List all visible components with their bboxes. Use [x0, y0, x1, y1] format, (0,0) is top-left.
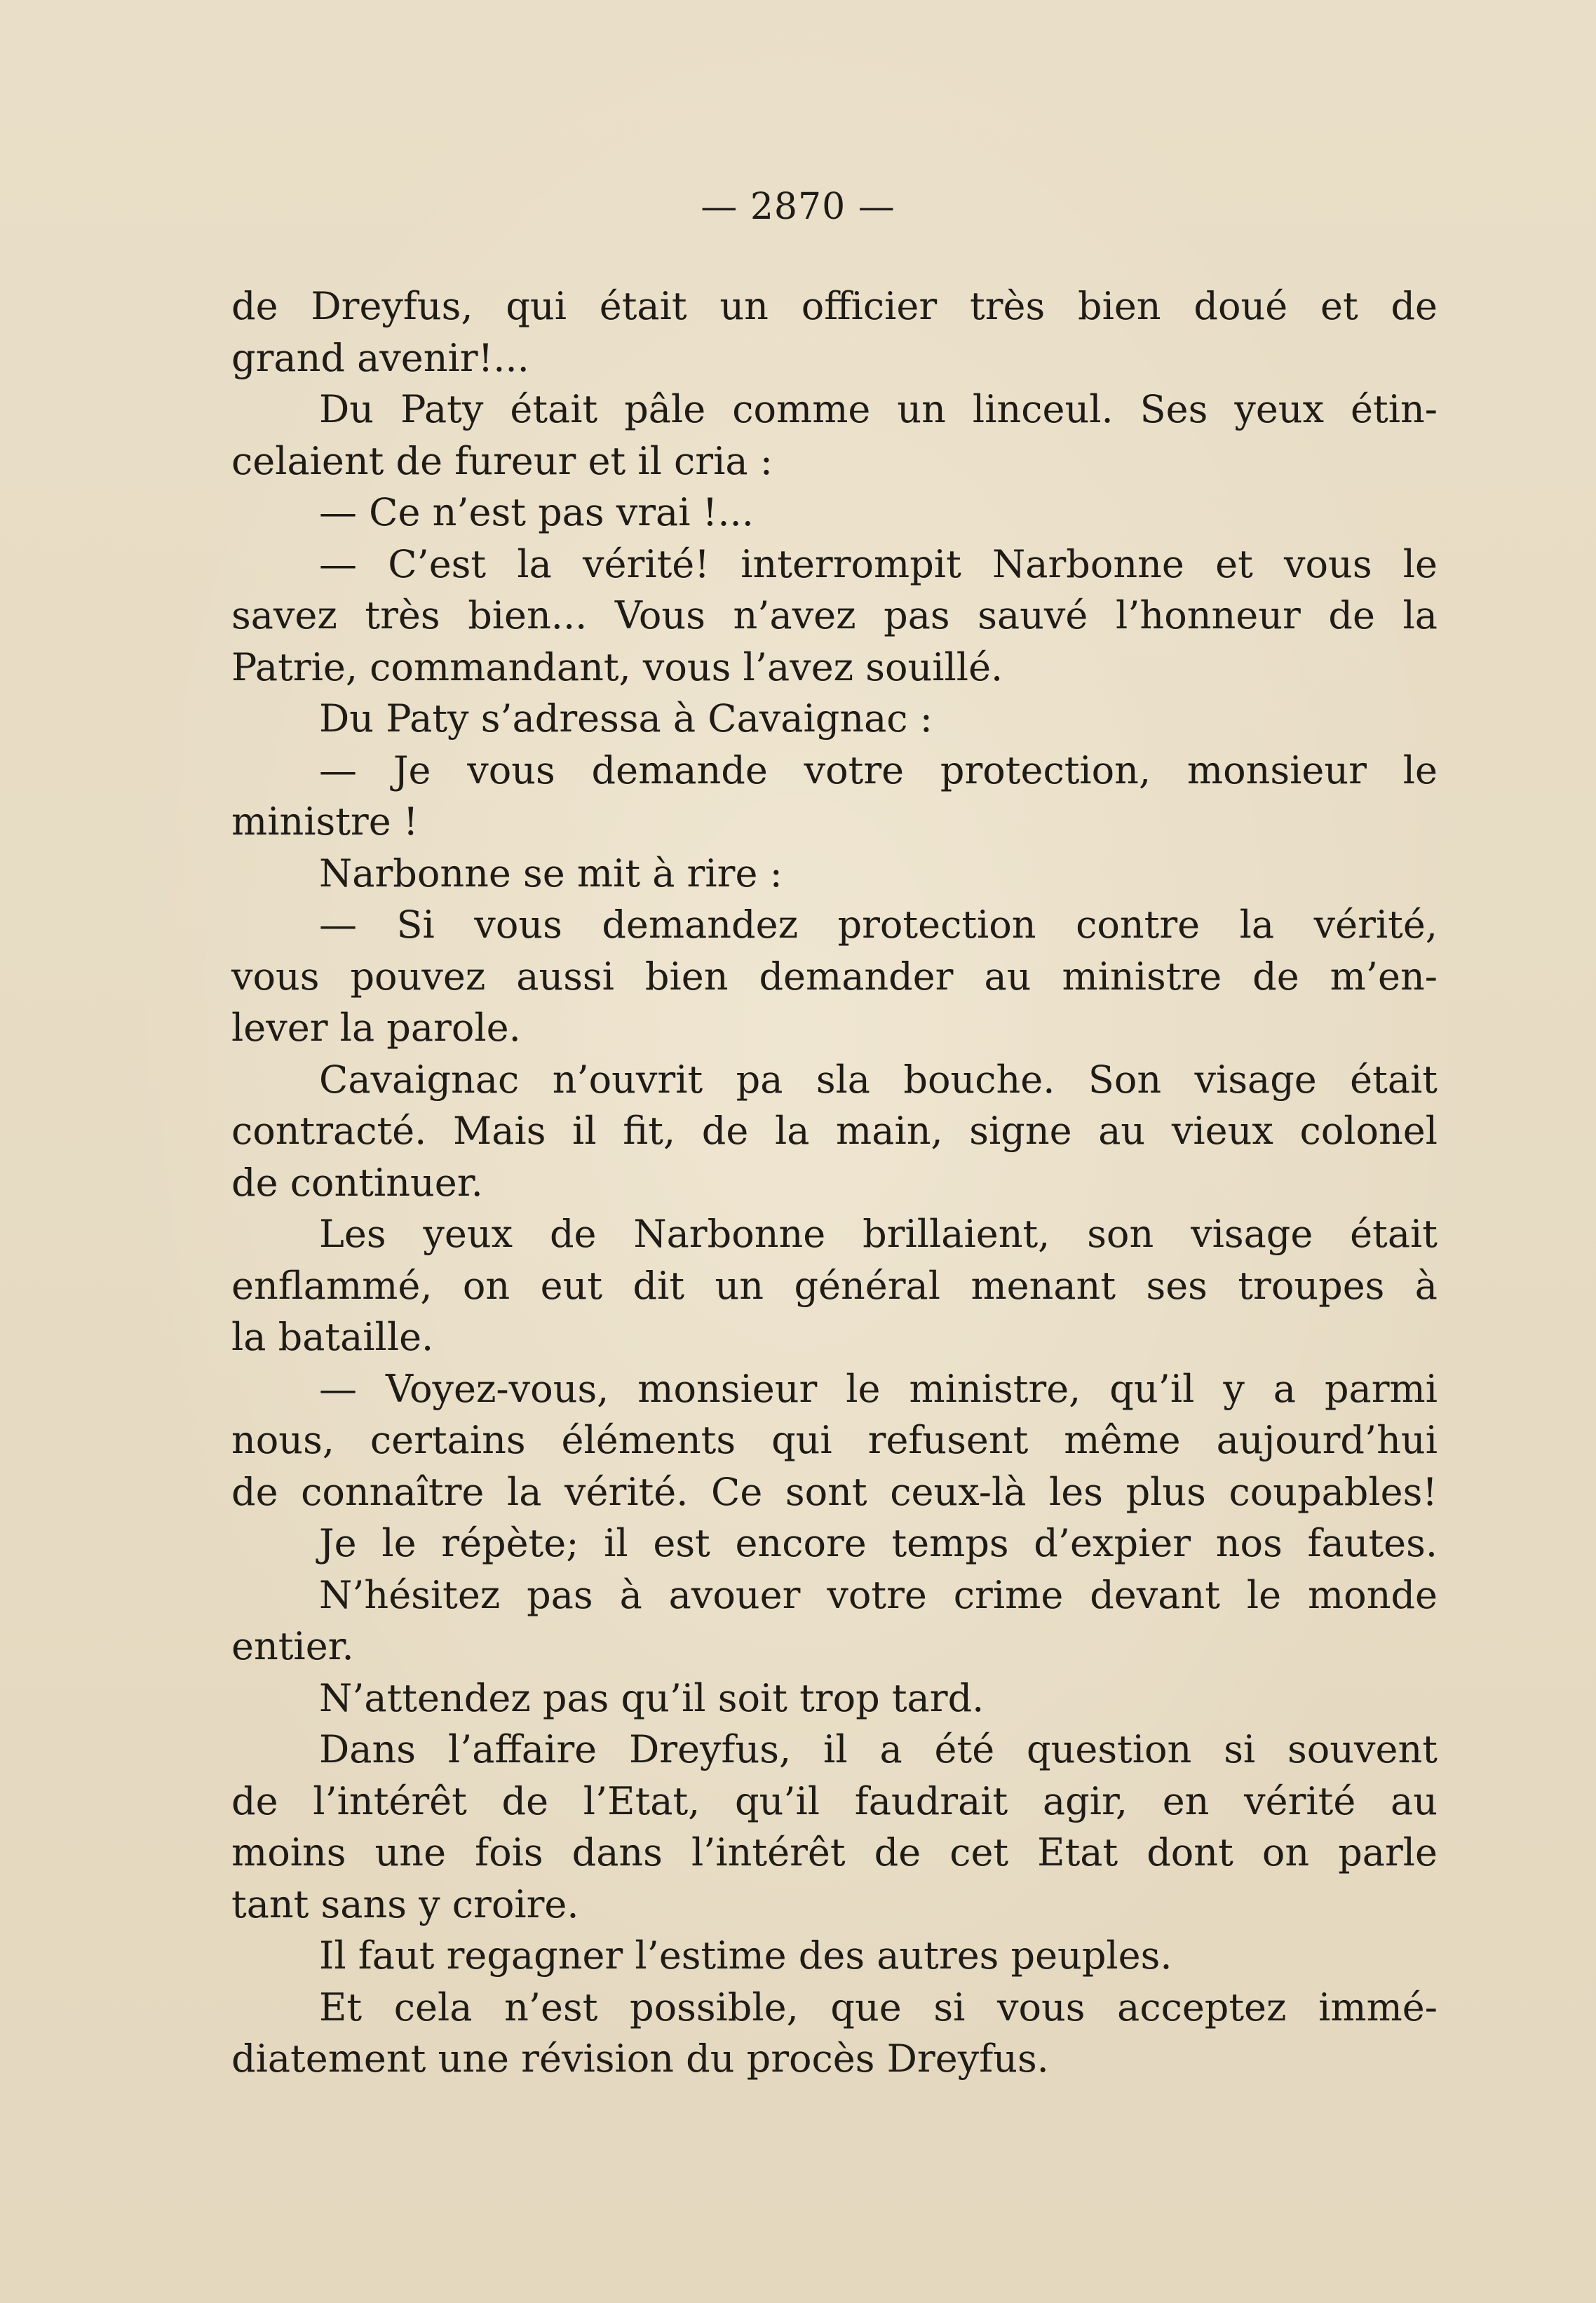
text-line-content: de Dreyfus, qui était un officier très bien doué et de	[231, 284, 1438, 328]
text-line-content: savez très bien... Vous n’avez pas sauvé l’honneur de la	[231, 593, 1438, 637]
text-line-content: N’attendez pas qu’il soit trop tard.	[319, 1675, 985, 1720]
text-line	[231, 796, 1438, 848]
text-line	[231, 1982, 1438, 2034]
text-line-content: Patrie, commandant, vous l’avez souillé.	[231, 644, 1003, 689]
body-text	[231, 281, 1438, 2085]
text-line	[231, 1569, 1438, 1621]
text-line-content: grand avenir!...	[231, 335, 529, 380]
text-line	[231, 899, 1438, 951]
text-line	[231, 1518, 1438, 1569]
text-line-content: Dans l’affaire Dreyfus, il a été question si souvent	[319, 1727, 1438, 1771]
text-line	[231, 1673, 1438, 1724]
text-line-content: ministre !	[231, 799, 419, 844]
text-line-content: — Si vous demandez protection contre la vérité,	[319, 903, 1438, 947]
text-line-content: N’hésitez pas à avouer votre crime devant le monde	[319, 1572, 1438, 1617]
text-line	[231, 693, 1438, 745]
text-line	[231, 2033, 1438, 2085]
text-line	[231, 1879, 1438, 1931]
text-line-content: enflammé, on eut dit un général menant ses troupes à	[231, 1263, 1438, 1308]
text-line-content: celaient de fureur et il cria :	[231, 438, 773, 483]
text-line	[231, 1363, 1438, 1415]
text-line	[231, 642, 1438, 694]
text-line	[231, 1208, 1438, 1260]
text-line	[231, 1260, 1438, 1312]
text-line	[231, 1930, 1438, 1982]
text-line	[231, 1724, 1438, 1776]
text-line	[231, 1827, 1438, 1879]
text-line-content: Du Paty était pâle comme un linceul. Ses yeux étin-	[319, 387, 1438, 431]
text-line-content: — Voyez-vous, monsieur le ministre, qu’il y a parmi	[319, 1366, 1438, 1411]
text-line-content: contracté. Mais il fit, de la main, signe au vieux colonel	[231, 1109, 1438, 1153]
text-line	[231, 281, 1438, 332]
text-line-content: de continuer.	[231, 1160, 483, 1205]
text-line-content: Je le répète; il est encore temps d’expier nos fautes.	[319, 1521, 1438, 1565]
text-line	[231, 1466, 1438, 1518]
text-line-content: Du Paty s’adressa à Cavaignac :	[319, 696, 933, 741]
text-line-content: nous, certains éléments qui refusent même aujourd’hui	[231, 1418, 1438, 1462]
text-line	[231, 745, 1438, 797]
text-line	[231, 1157, 1438, 1209]
text-line	[231, 1414, 1438, 1466]
text-line-content: — Ce n’est pas vrai !...	[319, 490, 754, 534]
text-line	[231, 1311, 1438, 1363]
text-line	[231, 1621, 1438, 1673]
text-line	[231, 539, 1438, 590]
text-line	[231, 590, 1438, 642]
text-line	[231, 435, 1438, 487]
text-line	[231, 487, 1438, 539]
text-line-content: Et cela n’est possible, que si vous acceptez immé-	[319, 1985, 1438, 2030]
text-line-content: vous pouvez aussi bien demander au ministre de m’en-	[231, 954, 1438, 999]
text-line-content: — Je vous demande votre protection, monsieur le	[319, 748, 1438, 792]
text-line	[231, 1105, 1438, 1157]
text-line-content: moins une fois dans l’intérêt de cet Etat dont on parle	[231, 1830, 1438, 1875]
text-line-content: Il faut regagner l’estime des autres peuples.	[319, 1933, 1172, 1978]
text-line-content: la bataille.	[231, 1315, 434, 1359]
text-line	[231, 1054, 1438, 1106]
text-line-content: diatement une révision du procès Dreyfus.	[231, 2037, 1049, 2081]
text-line-content: Cavaignac n’ouvrit pa sla bouche. Son visage était	[319, 1057, 1438, 1102]
text-line-content: Les yeux de Narbonne brillaient, son visage était	[319, 1212, 1438, 1256]
text-line-content: entier.	[231, 1624, 354, 1668]
text-line	[231, 1776, 1438, 1828]
text-line-content: Narbonne se mit à rire :	[319, 851, 783, 896]
text-line	[231, 951, 1438, 1003]
text-line	[231, 332, 1438, 384]
text-line-content: tant sans y croire.	[231, 1882, 579, 1926]
page-number: — 2870 —	[701, 186, 895, 228]
text-line-content: de l’intérêt de l’Etat, qu’il faudrait agir, en vérité au	[231, 1778, 1438, 1823]
text-line	[231, 384, 1438, 435]
text-line-content: de connaître la vérité. Ce sont ceux-là les plus coupables!	[231, 1469, 1438, 1514]
text-line	[231, 848, 1438, 900]
text-line-content: lever la parole.	[231, 1006, 521, 1050]
text-line	[231, 1002, 1438, 1054]
text-line-content: — C’est la vérité! interrompit Narbonne et vous le	[319, 541, 1438, 586]
